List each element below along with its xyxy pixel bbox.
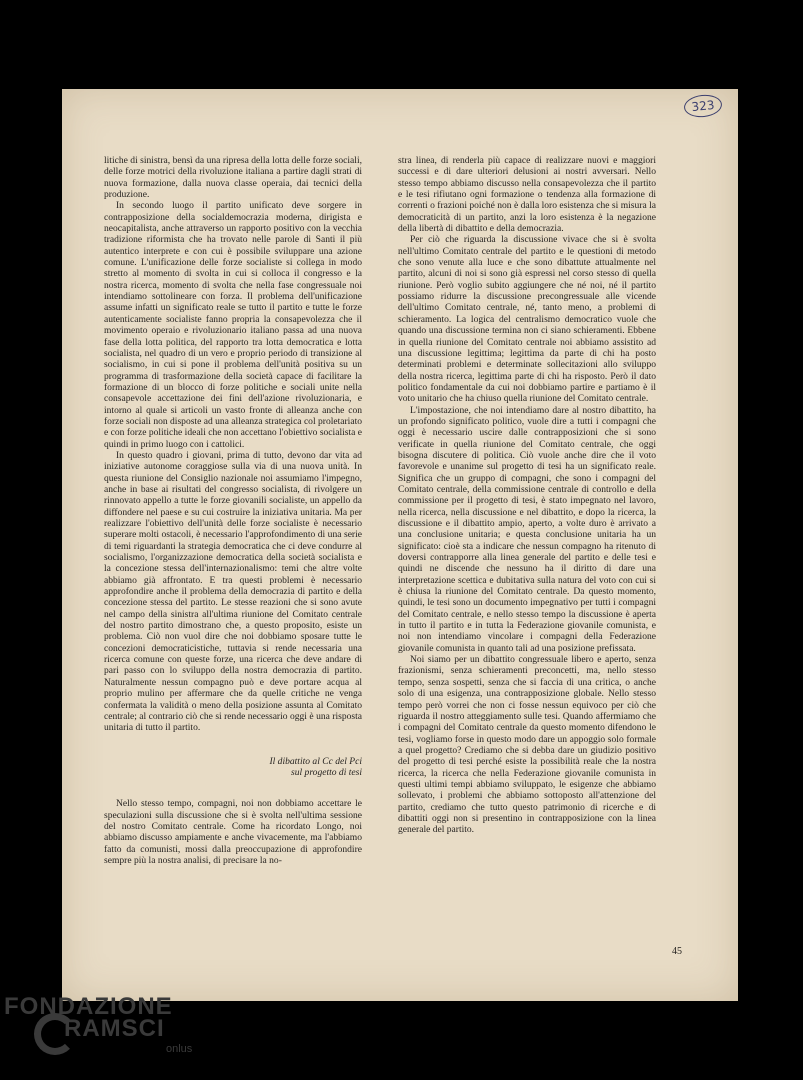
logo-line1: FONDAZIONE (4, 993, 173, 1020)
paragraph: litiche di sinistra, bensì da una ripresa della lotta delle forze sociali, delle forze motrici della rivoluzione italiana a partire dagli strati di nuova formazione, dalla nuova classe operaia, dai tecnici della produzione. (104, 155, 362, 201)
paragraph: In questo quadro i giovani, prima di tutto, devono dar vita ad iniziative autonome coraggiose sulla via di una nuova unità. In questa riunione del Consiglio nazionale noi assumiamo l'impegno, anche in base ai risultati del congresso socialista, di rivolgere un rinnovato appello a tutte le forze giovanili socialiste, un appello da diffondere nel paese e su cui costruire la iniziativa unitaria. Ma per realizzare l'obiettivo dell'unità delle forze socialiste è necessario superare molti ostacoli, è necessario l'approfondimento di una serie di temi riguardanti la strategia democratica che ci deve condurre al socialismo, l'organizzazione democratica della società socialista e la concezione stessa dell'internazionalismo: temi che altre volte abbiamo già affrontato. E tra questi problemi è necessario approfondire anche il problema della democrazia di partito e della concezione stessa del partito. Le stesse reazioni che si sono avute nel campo della sinistra all'ultima riunione del Comitato centrale del nostro partito dimostrano che, a questo proposito, esiste un problema. Ciò non vuol dire che noi dobbiamo sposare tutte le concezioni democraticistiche, tuttavia si rende necessaria una ricerca comune con queste forze, una ricerca che deve andare di pari passo con lo sviluppo della nostra democrazia di partito. Naturalmente nessun compagno può e deve portare acqua al proprio mulino per affermare che da quelle critiche ne venga confermata la validità o meno della posizione assunta al Comitato centrale; al contrario ciò che si rende necessario oggi è una risposta unitaria di tutto il partito. (104, 449, 362, 734)
paragraph: L'impostazione, che noi intendiamo dare al nostro dibattito, ha un profondo significato politico, vuole dire a tutti i compagni che oggi è necessario uscire dalle contrapposizioni che si sono verificate in quella riunione del Comitato centrale, che oggi bisogna discutere di politica. Ciò vuole anche dire che il voto favorevole e unanime sul progetto di tesi ha un significato reale. Significa che un gruppo di compagni, che sono i compagni del Comitato centrale, della commissione centrale di controllo e della commissione per il progetto di tesi, è stato impegnato nel lavoro, nella ricerca, nella discussione e nel dibattito, e dopo la ricerca, la discussione e il dibattito ampio, aperto, a volte duro è arrivato a una conclusione unitaria; e questa conclusione unitaria ha un significato: cioè sta a indicare che nessun compagno ha ritenuto di doversi contrapporre alla linea generale del partito e delle tesi e quindi ne discende che nessuno ha il diritto di dare una interpretazione scettica e dubitativa sulla natura del voto con cui si è chiusa la riunione del Comitato centrale. Da questo momento, quindi, le tesi sono un documento impegnativo per tutti i compagni del Comitato centrale, e nello stesso tempo la discussione è aperta in tutto il partito e in tutta la Federazione giovanile comunista, e noi non intendiamo vincolare i compagni della Federazione giovanile comunista in quanto tali ad una posizione prefissata. (398, 404, 656, 654)
magazine-page (62, 89, 738, 1001)
paragraph: In secondo luogo il partito unificato deve sorgere in contrapposizione della socialdemocrazia moderna, dirigista e neocapitalista, anche attraverso un rapporto positivo con la vecchia tradizione riformista che ha trovato nelle parole di Santi il più autentico interprete e con cui è possibile sviluppare una azione comune. L'unificazione delle forze socialiste si collega in modo stretto al momento di svolta in cui si colloca il congresso e la nostra ricerca, momento di svolta che nella fase congressuale noi intendiamo sottolineare con forza. Il problema dell'unificazione assume infatti un significato reale se tutto il partito e tutte le forze autenticamente socialiste fanno propria la consapevolezza che il movimento operaio e rivoluzionario italiano passa ad una nuova fase della lotta politica, del rapporto tra lotta democratica e lotta socialista, nel quadro di un vero e proprio periodo di transizione al socialismo, in cui si pone il problema dell'unità positiva su un programma di trasformazione della società capace di facilitare la formazione di un blocco di forze politiche e sociali unite nella consapevole accettazione dei fini dell'azione rivoluzionaria, e intorno al quale si articoli un vasto fronte di alleanza anche con forze sociali non disposte ad una alleanza strategica col proletariato e con forze politiche ideali che non accettano l'obiettivo socialista e quindi in primo luogo con i cattolici. (104, 200, 362, 450)
paragraph: Per ciò che riguarda la discussione vivace che si è svolta nell'ultimo Comitato centrale del partito e le questioni di metodo che sono venute alla luce e che sono dibattute attualmente nel partito, alcuni di noi si sono già espressi nel corso stesso di quella riunione. Però voglio subito aggiungere che né noi, né il partito possiamo ridurre la discussione precongressuale alle vicende dell'ultimo Comitato centrale, né, tanto meno, a problemi di schieramento. La logica del centralismo democratico vuole che quando una discussione termina non ci siano schieramenti. Ebbene in quella riunione del Comitato centrale noi abbiamo assistito ad una discussione legittima; legittima da parte di chi ha posto determinati problemi e determinate sollecitazioni allo sviluppo della nostra ricerca, legittima parte di chi ha risposto. Però il dato politico fondamentale da cui noi dobbiamo partire e partiamo è il voto unitario che ha chiuso quella riunione del Comitato centrale. (398, 234, 656, 405)
logo-line3: onlus (166, 1043, 193, 1055)
subheading-line: Il dibattito al Cc del Pci (269, 755, 362, 767)
paragraph: stra linea, di renderla più capace di realizzare nuovi e maggiori successi e di dare ulteriori delusioni ai nostri avversari. Nello stesso tempo abbiamo discusso nella consapevolezza che il partito e le tesi rifiutano ogni formazione o tendenza alla formazione di correnti o frazioni poiché non è dalla loro esistenza che si misura la democraticità di un partito, anzi la loro esistenza è la negazione della libertà di dibattito e della democrazia. (398, 155, 656, 235)
left-column (104, 155, 362, 866)
right-column (398, 155, 656, 836)
paragraph: Nello stesso tempo, compagni, noi non dobbiamo accettare le speculazioni sulla discussione che si è svolta nell'ultima sessione del nostro Comitato centrale. Come ha ricordato Longo, noi abbiamo discusso ampiamente e anche vivacemente, ma l'abbiamo fatto da comunisti, mossi dalla preoccupazione di approfondire sempre più la nostra analisi, di precisare la no- (104, 798, 362, 867)
page-number: 45 (672, 946, 682, 957)
fondazione-gramsci-logo (4, 993, 204, 1073)
subheading-line: sul progetto di tesi (291, 766, 362, 778)
paragraph: Noi siamo per un dibattito congressuale libero e aperto, senza frazionismi, senza schieramenti preconcetti, ma, nello stesso tempo, senza sospetti, senza che si faccia di una critica, o anche solo di una esigenza, una contrapposizione globale. Nello stesso tempo però vorrei che non ci fosse nessun equivoco per ciò che riguarda il nostro atteggiamento sulle tesi. Quando affermiamo che i compagni del Comitato centrale da questo momento difendono le tesi, vogliamo forse in questo modo dare un appoggio solo formale a quel progetto? Crediamo che si debba dare un giudizio positivo del progetto di tesi perché esiste la possibilità reale che la nostra ricerca, la ricerca che nella Federazione giovanile comunista in questi ultimi tempi abbiamo sviluppato, le esigenze che abbiamo sollevato, i problemi che abbiamo sottoposto all'attenzione del partito, crediamo che tutto questo patrimonio di ricerche e di dibattiti oggi non si presentino in contrapposizione con la linea generale del partito. (398, 654, 656, 836)
archive-stamp: 323 (683, 93, 723, 119)
section-subheading (104, 756, 362, 779)
logo-line2: RAMSCI (64, 1015, 165, 1042)
